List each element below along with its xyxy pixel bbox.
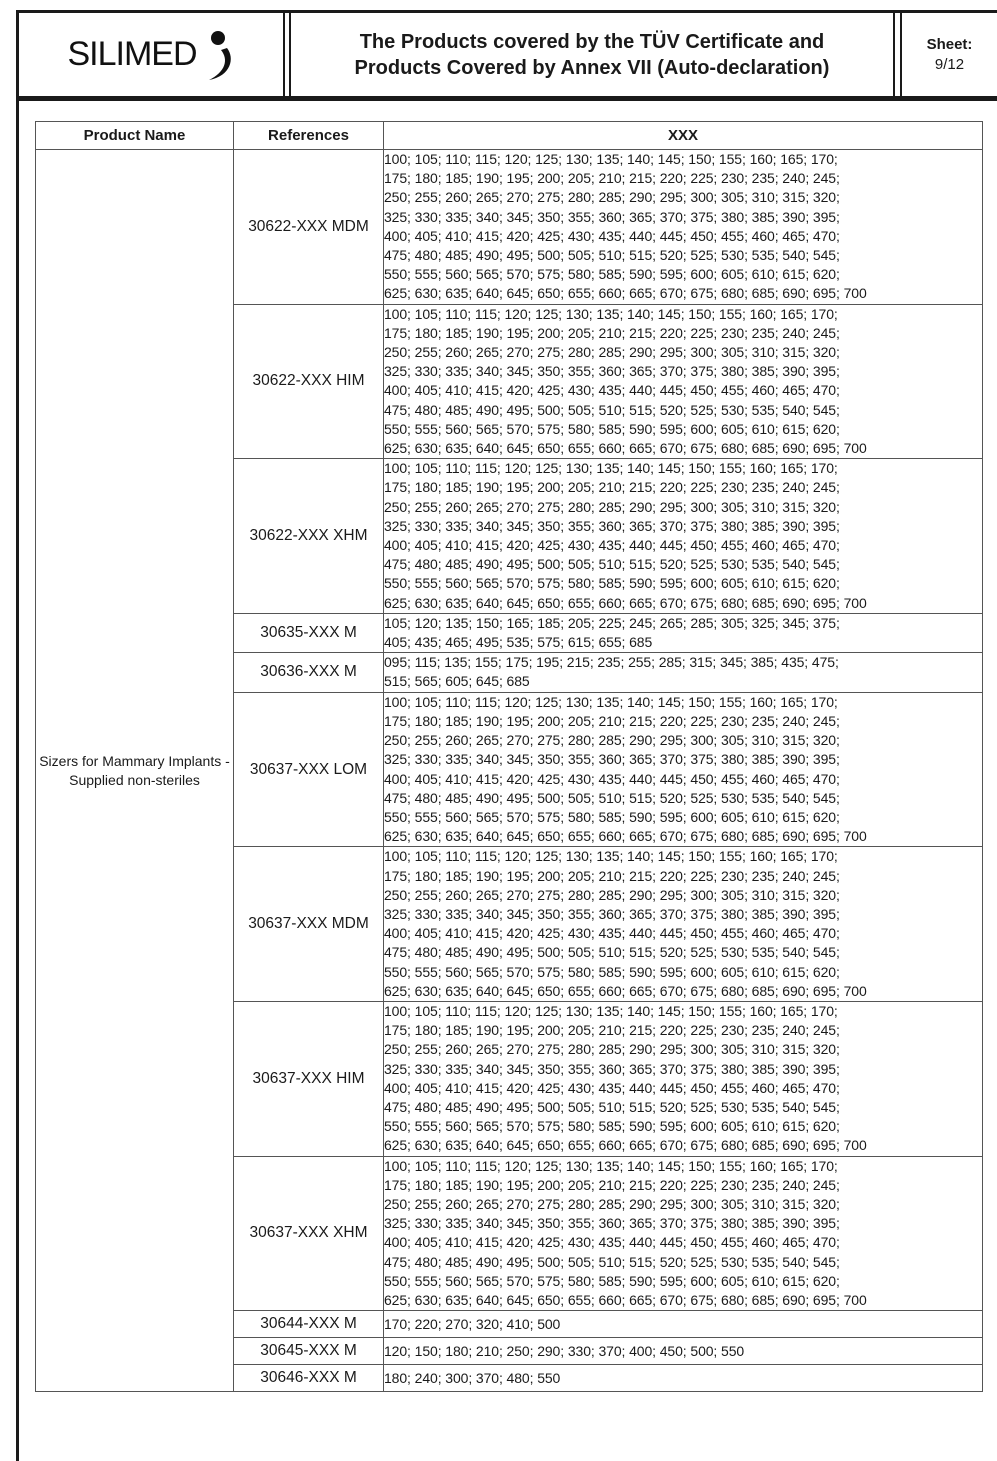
reference-cell: 30636-XXX M [234, 653, 384, 692]
size-values-cell: 100; 105; 110; 115; 120; 125; 130; 135; 140; 145; 150; 155; 160; 165; 170; 175; 180; 185; 190; 195; 200; 205; 210; 215; 220; 225; 230; 235; 240; 245; 250; 255; 260; 265; 270; 275; 280; 285; 290; 295; 300; 305; 310; 315; 320; 325; 330; 335; 340; 345; 350; 355; 360; 365; 370; 375; 380; 385; 390; 395; 400; 405; 410; 415; 420; 425; 430; 435; 440; 445; 450; 455; 460; 465; 470; 475; 480; 485; 490; 495; 500; 505; 510; 515; 520; 525; 530; 535; 540; 545; 550; 555; 560; 565; 570; 575; 580; 585; 590; 595; 600; 605; 610; 615; 620; 625; 630; 635; 640; 645; 650; 655; 660; 665; 670; 675; 680; 685; 690; 695; 700 [384, 847, 983, 1002]
company-logo [19, 13, 283, 96]
column-header-product-name: Product Name [36, 122, 234, 150]
products-table [35, 121, 983, 1392]
size-values-cell: 100; 105; 110; 115; 120; 125; 130; 135; 140; 145; 150; 155; 160; 165; 170; 175; 180; 185; 190; 195; 200; 205; 210; 215; 220; 225; 230; 235; 240; 245; 250; 255; 260; 265; 270; 275; 280; 285; 290; 295; 300; 305; 310; 315; 320; 325; 330; 335; 340; 345; 350; 355; 360; 365; 370; 375; 380; 385; 390; 395; 400; 405; 410; 415; 420; 425; 430; 435; 440; 445; 450; 455; 460; 465; 470; 475; 480; 485; 490; 495; 500; 505; 510; 515; 520; 525; 530; 535; 540; 545; 550; 555; 560; 565; 570; 575; 580; 585; 590; 595; 600; 605; 610; 615; 620; 625; 630; 635; 640; 645; 650; 655; 660; 665; 670; 675; 680; 685; 690; 695; 700 [384, 304, 983, 459]
document-title [291, 13, 893, 96]
reference-cell: 30637-XXX LOM [234, 692, 384, 847]
size-values-cell: 100; 105; 110; 115; 120; 125; 130; 135; 140; 145; 150; 155; 160; 165; 170; 175; 180; 185; 190; 195; 200; 205; 210; 215; 220; 225; 230; 235; 240; 245; 250; 255; 260; 265; 270; 275; 280; 285; 290; 295; 300; 305; 310; 315; 320; 325; 330; 335; 340; 345; 350; 355; 360; 365; 370; 375; 380; 385; 390; 395; 400; 405; 410; 415; 420; 425; 430; 435; 440; 445; 450; 455; 460; 465; 470; 475; 480; 485; 490; 495; 500; 505; 510; 515; 520; 525; 530; 535; 540; 545; 550; 555; 560; 565; 570; 575; 580; 585; 590; 595; 600; 605; 610; 615; 620; 625; 630; 635; 640; 645; 650; 655; 660; 665; 670; 675; 680; 685; 690; 695; 700 [384, 150, 983, 305]
size-values-cell: 095; 115; 135; 155; 175; 195; 215; 235; 255; 285; 315; 345; 385; 435; 475; 515; 565; 605; 645; 685 [384, 653, 983, 692]
sheet-number [902, 13, 997, 96]
column-header-references: References [234, 122, 384, 150]
silimed-mark-icon [205, 28, 235, 82]
product-name-cell: Sizers for Mammary Implants - Supplied non-steriles [36, 150, 234, 1392]
sheet-label: Sheet: [926, 35, 973, 53]
logo-text: SILIMED [67, 35, 197, 73]
header-bottom-rule [16, 96, 997, 101]
size-values-cell: 100; 105; 110; 115; 120; 125; 130; 135; 140; 145; 150; 155; 160; 165; 170; 175; 180; 185; 190; 195; 200; 205; 210; 215; 220; 225; 230; 235; 240; 245; 250; 255; 260; 265; 270; 275; 280; 285; 290; 295; 300; 305; 310; 315; 320; 325; 330; 335; 340; 345; 350; 355; 360; 365; 370; 375; 380; 385; 390; 395; 400; 405; 410; 415; 420; 425; 430; 435; 440; 445; 450; 455; 460; 465; 470; 475; 480; 485; 490; 495; 500; 505; 510; 515; 520; 525; 530; 535; 540; 545; 550; 555; 560; 565; 570; 575; 580; 585; 590; 595; 600; 605; 610; 615; 620; 625; 630; 635; 640; 645; 650; 655; 660; 665; 670; 675; 680; 685; 690; 695; 700 [384, 1001, 983, 1156]
sheet-value: 9/12 [934, 55, 965, 73]
size-values-cell: 100; 105; 110; 115; 120; 125; 130; 135; 140; 145; 150; 155; 160; 165; 170; 175; 180; 185; 190; 195; 200; 205; 210; 215; 220; 225; 230; 235; 240; 245; 250; 255; 260; 265; 270; 275; 280; 285; 290; 295; 300; 305; 310; 315; 320; 325; 330; 335; 340; 345; 350; 355; 360; 365; 370; 375; 380; 385; 390; 395; 400; 405; 410; 415; 420; 425; 430; 435; 440; 445; 450; 455; 460; 465; 470; 475; 480; 485; 490; 495; 500; 505; 510; 515; 520; 525; 530; 535; 540; 545; 550; 555; 560; 565; 570; 575; 580; 585; 590; 595; 600; 605; 610; 615; 620; 625; 630; 635; 640; 645; 650; 655; 660; 665; 670; 675; 680; 685; 690; 695; 700 [384, 692, 983, 847]
reference-cell: 30645-XXX M [234, 1338, 384, 1365]
header-divider [893, 13, 902, 96]
size-values-cell: 100; 105; 110; 115; 120; 125; 130; 135; 140; 145; 150; 155; 160; 165; 170; 175; 180; 185; 190; 195; 200; 205; 210; 215; 220; 225; 230; 235; 240; 245; 250; 255; 260; 265; 270; 275; 280; 285; 290; 295; 300; 305; 310; 315; 320; 325; 330; 335; 340; 345; 350; 355; 360; 365; 370; 375; 380; 385; 390; 395; 400; 405; 410; 415; 420; 425; 430; 435; 440; 445; 450; 455; 460; 465; 470; 475; 480; 485; 490; 495; 500; 505; 510; 515; 520; 525; 530; 535; 540; 545; 550; 555; 560; 565; 570; 575; 580; 585; 590; 595; 600; 605; 610; 615; 620; 625; 630; 635; 640; 645; 650; 655; 660; 665; 670; 675; 680; 685; 690; 695; 700 [384, 1156, 983, 1311]
size-values-cell: 120; 150; 180; 210; 250; 290; 330; 370; 400; 450; 500; 550 [384, 1338, 983, 1365]
reference-cell: 30644-XXX M [234, 1311, 384, 1338]
header-divider [283, 13, 291, 96]
reference-cell: 30637-XXX HIM [234, 1001, 384, 1156]
reference-cell: 30646-XXX M [234, 1365, 384, 1392]
table-header-row [36, 122, 983, 150]
size-values-cell: 100; 105; 110; 115; 120; 125; 130; 135; 140; 145; 150; 155; 160; 165; 170; 175; 180; 185; 190; 195; 200; 205; 210; 215; 220; 225; 230; 235; 240; 245; 250; 255; 260; 265; 270; 275; 280; 285; 290; 295; 300; 305; 310; 315; 320; 325; 330; 335; 340; 345; 350; 355; 360; 365; 370; 375; 380; 385; 390; 395; 400; 405; 410; 415; 420; 425; 430; 435; 440; 445; 450; 455; 460; 465; 470; 475; 480; 485; 490; 495; 500; 505; 510; 515; 520; 525; 530; 535; 540; 545; 550; 555; 560; 565; 570; 575; 580; 585; 590; 595; 600; 605; 610; 615; 620; 625; 630; 635; 640; 645; 650; 655; 660; 665; 670; 675; 680; 685; 690; 695; 700 [384, 459, 983, 614]
reference-cell: 30622-XXX HIM [234, 304, 384, 459]
reference-cell: 30622-XXX MDM [234, 150, 384, 305]
title-line-1: The Products covered by the TÜV Certificate and [359, 30, 825, 53]
reference-cell: 30635-XXX M [234, 613, 384, 652]
size-values-cell: 105; 120; 135; 150; 165; 185; 205; 225; 245; 265; 285; 305; 325; 345; 375; 405; 435; 465; 495; 535; 575; 615; 655; 685 [384, 613, 983, 652]
size-values-cell: 180; 240; 300; 370; 480; 550 [384, 1365, 983, 1392]
reference-cell: 30637-XXX XHM [234, 1156, 384, 1311]
title-line-2: Products Covered by Annex VII (Auto-declaration) [354, 56, 830, 79]
table-row [36, 150, 983, 305]
page-frame-left [16, 10, 19, 1461]
column-header-xxx: XXX [384, 122, 983, 150]
size-values-cell: 170; 220; 270; 320; 410; 500 [384, 1311, 983, 1338]
reference-cell: 30637-XXX MDM [234, 847, 384, 1002]
reference-cell: 30622-XXX XHM [234, 459, 384, 614]
